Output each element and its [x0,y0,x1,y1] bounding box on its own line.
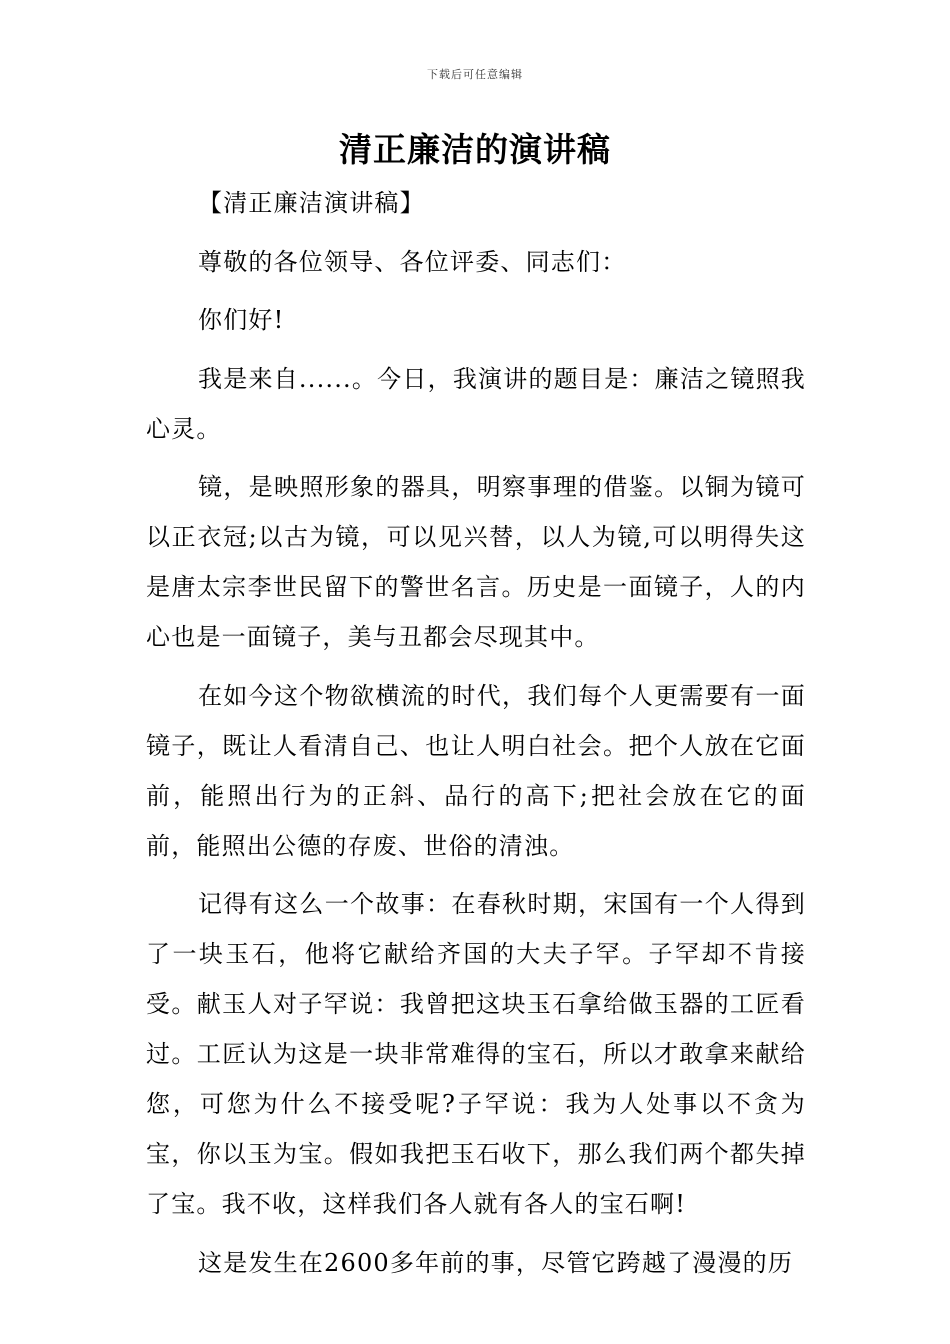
paragraph-salutation: 尊敬的各位领导、各位评委、同志们： [198,247,627,276]
paragraph-greeting: 你们好! [198,306,285,334]
paragraph-mirror: 镜，是映照形象的器具，明察事理的借鉴。以铜为镜可以正衣冠;以古为镜，可以见兴替，以人为镜,可以明得失这是唐太宗李世民留下的警世名言。历史是一面镜子，人的内心也是一面镜子，美与丑都会尽现其中。 [146,473,806,651]
paragraph-era: 在如今这个物欲横流的时代，我们每个人更需要有一面镜子，既让人看清自己、也让人明白社会。把个人放在它面前，能照出行为的正斜、品行的高下;把社会放在它的面前，能照出公德的存废、世俗的清浊。 [146,681,806,860]
paragraph-story: 记得有这么一个故事：在春秋时期，宋国有一个人得到了一块玉石，他将它献给齐国的大夫子罕。子罕却不肯接受。献玉人对子罕说：我曾把这块玉石拿给做玉器的工匠看过。工匠认为这是一块非常难得的宝石，所以才敢拿来献给您，可您为什么不接受呢?子罕说：我为人处事以不贪为宝，你以玉为宝。假如我把玉石收下，那么我们两个都失掉了宝。我不收，这样我们各人就有各人的宝石啊! [146,890,806,1218]
paragraph-subtitle: 【清正廉洁演讲稿】 [198,189,425,217]
document-body [146,178,806,1296]
document-title: 清正廉洁的演讲稿 [339,130,611,169]
page-header-note: 下载后可任意编辑 [427,68,523,81]
paragraph-history: 这是发生在2600多年前的事，尽管它跨越了漫漫的历 [198,1248,794,1277]
paragraph-introduction: 我是来自......。今日，我演讲的题目是：廉洁之镜照我心灵。 [146,364,806,443]
